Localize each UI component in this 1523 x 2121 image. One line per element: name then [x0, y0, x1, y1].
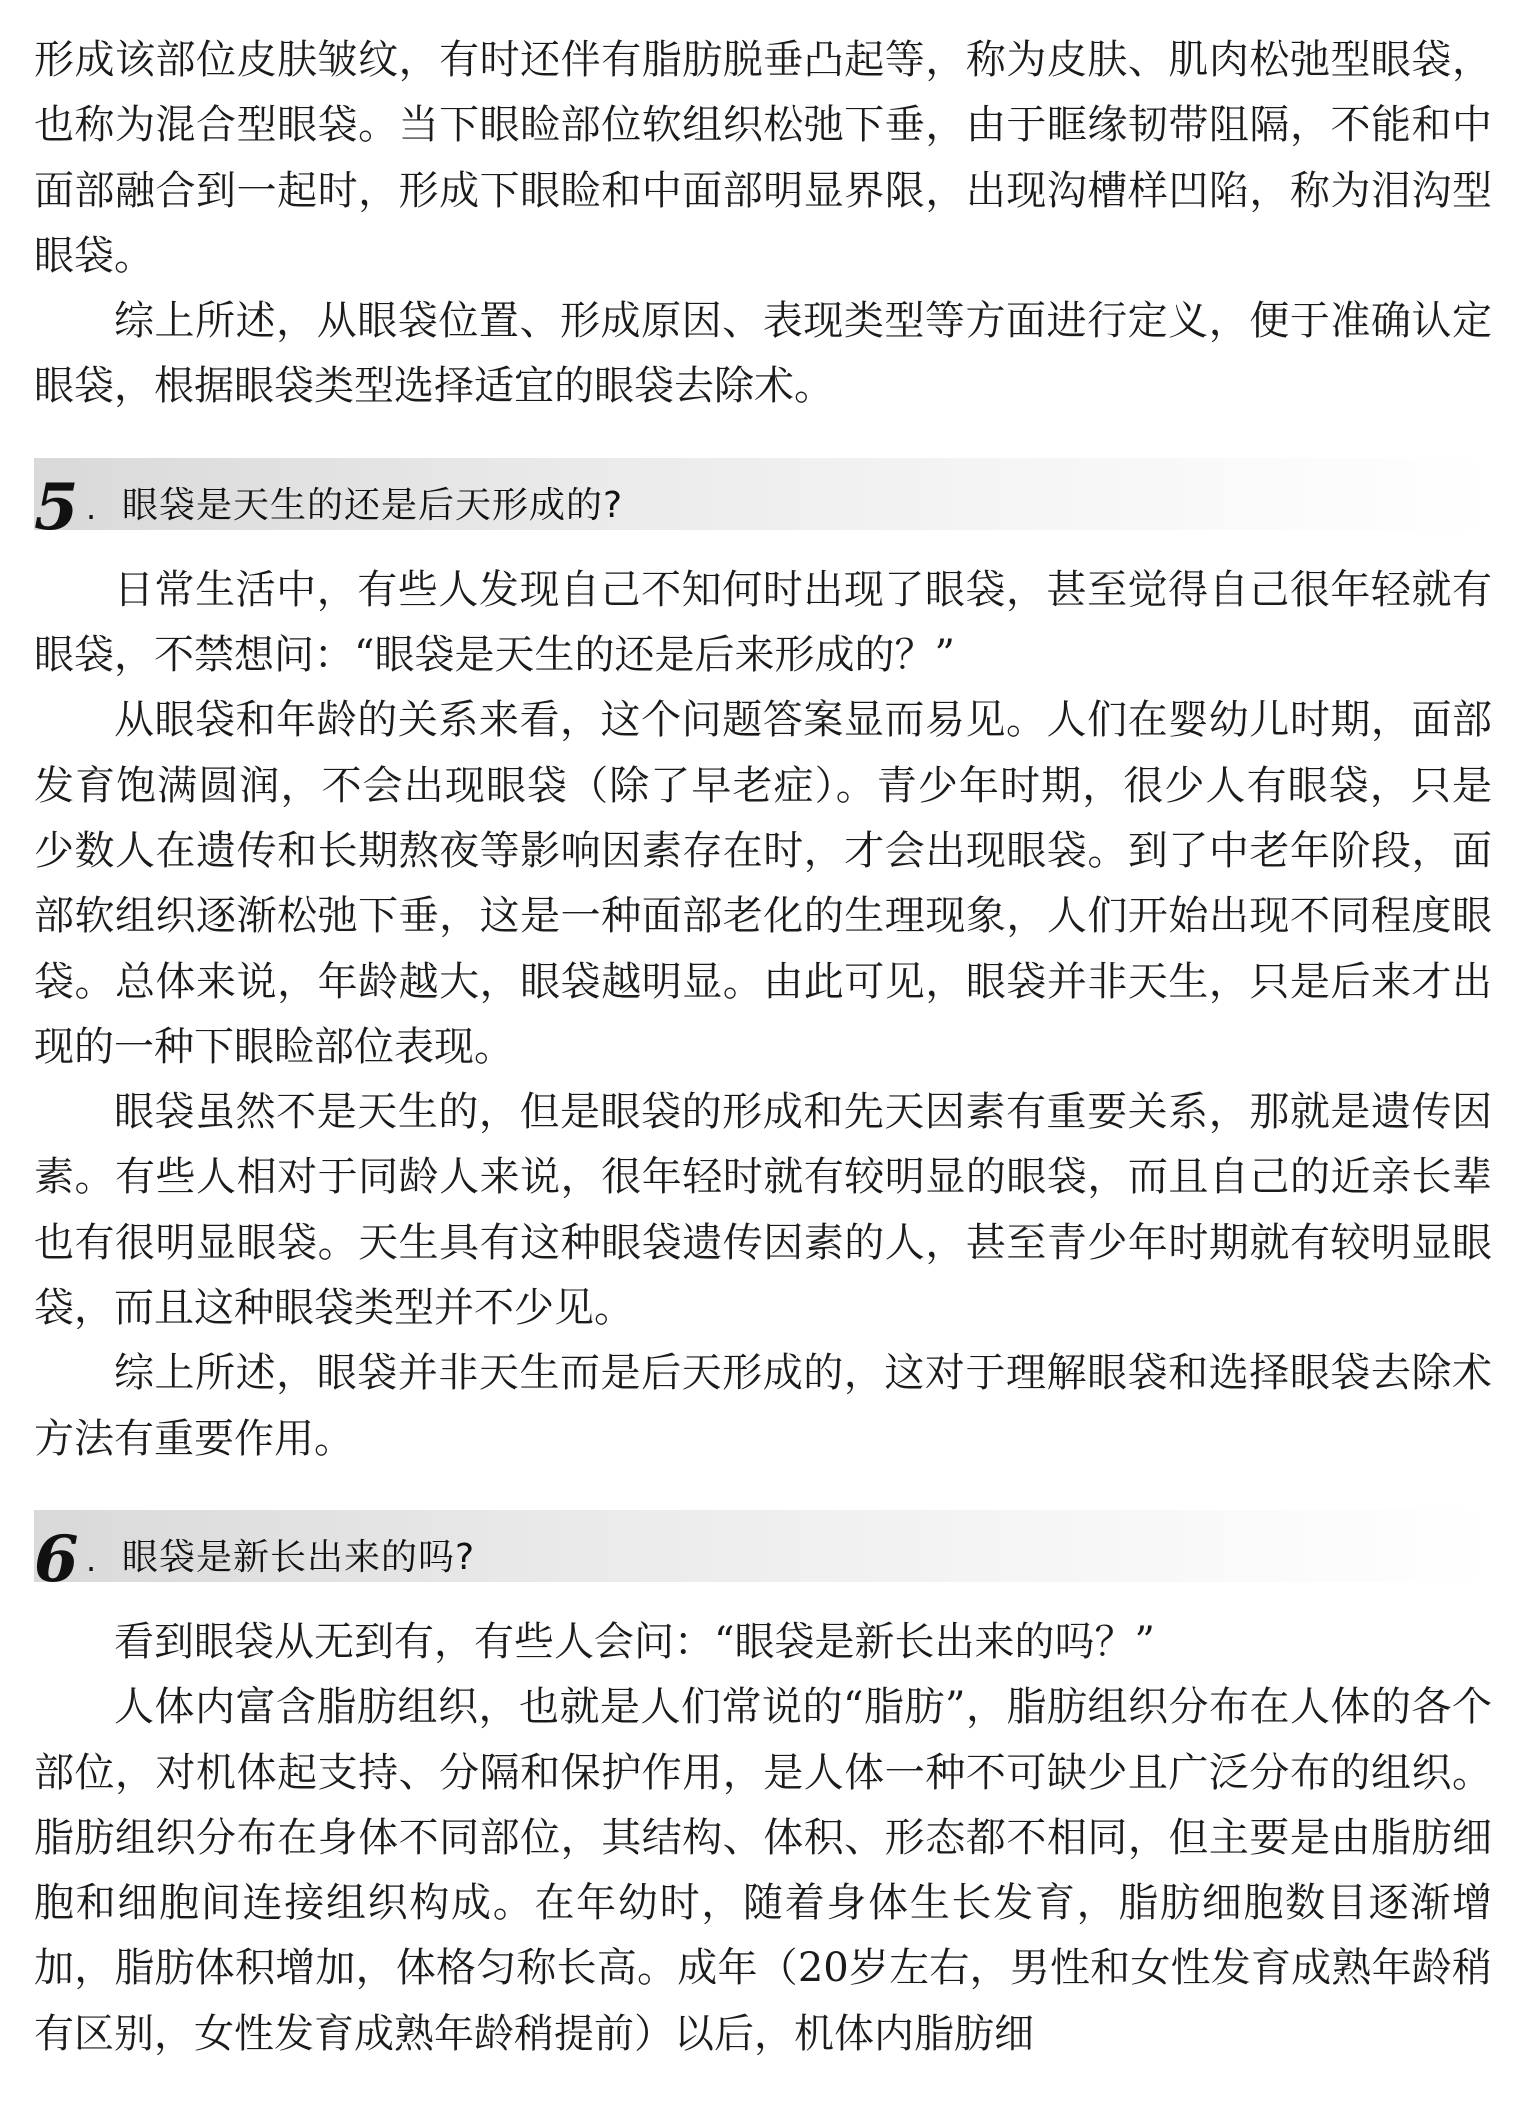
section-6-title: 眼袋是新长出来的吗? [122, 1536, 476, 1578]
section-5-title: 眼袋是天生的还是后天形成的? [122, 484, 624, 526]
page-content [34, 28, 1492, 2067]
paragraph-intro-1: 形成该部位皮肤皱纹，有时还伴有脂肪脱垂凸起等，称为皮肤、肌肉松弛型眼袋，也称为混合型眼袋。当下眼睑部位软组织松弛下垂，由于眶缘韧带阻隔，不能和中面部融合到一起时，形成下眼睑和中面部明显界限，出现沟槽样凹陷，称为泪沟型眼袋。 [34, 37, 1492, 279]
section-5-paragraph: 日常生活中，有些人发现自己不知何时出现了眼袋，甚至觉得自己很年轻就有眼袋，不禁想问：“眼袋是天生的还是后来形成的？” [34, 566, 1492, 679]
section-5-dot: . [86, 488, 97, 527]
section-5-number: 5 [34, 469, 79, 545]
section-6-number: 6 [34, 1521, 79, 1597]
paragraph-intro-2: 综上所述，从眼袋位置、形成原因、表现类型等方面进行定义，便于准确认定眼袋，根据眼袋类型选择适宜的眼袋去除术。 [34, 298, 1492, 410]
section-5-paragraph: 综上所述，眼袋并非天生而是后天形成的，这对于理解眼袋和选择眼袋去除术方法有重要作用。 [34, 1350, 1492, 1462]
section-5-paragraph: 眼袋虽然不是天生的，但是眼袋的形成和先天因素有重要关系，那就是遗传因素。有些人相对于同龄人来说，很年轻时就有较明显的眼袋，而且自己的近亲长辈也有很明显眼袋。天生具有这种眼袋遗传因素的人，甚至青少年时期就有较明显眼袋，而且这种眼袋类型并不少见。 [34, 1089, 1492, 1332]
section-6-paragraph: 看到眼袋从无到有，有些人会问：“眼袋是新长出来的吗？” [114, 1618, 1155, 1665]
section-6-paragraph: 人体内富含脂肪组织，也就是人们常说的“脂肪”，脂肪组织分布在人体的各个部位，对机体起支持、分隔和保护作用，是人体一种不可缺少且广泛分布的组织。脂肪组织分布在身体不同部位，其结构、体积、形态都不相同，但主要是由脂肪细胞和细胞间连接组织构成。在年幼时，随着身体生长发育，脂肪细胞数目逐渐增加，脂肪体积增加，体格匀称长高。成年（20岁左右，男性和女性发育成熟年龄稍有区别，女性发育成熟年龄稍提前）以后，机体内脂肪细 [34, 1684, 1492, 2057]
section-5-paragraph: 从眼袋和年龄的关系来看，这个问题答案显而易见。人们在婴幼儿时期，面部发育饱满圆润，不会出现眼袋（除了早老症）。青少年时期，很少人有眼袋，只是少数人在遗传和长期熬夜等影响因素存在时，才会出现眼袋。到了中老年阶段，面部软组织逐渐松弛下垂，这是一种面部老化的生理现象，人们开始出现不同程度眼袋。总体来说，年龄越大，眼袋越明显。由此可见，眼袋并非天生，只是后来才出现的一种下眼睑部位表现。 [34, 697, 1492, 1070]
section-6-heading [34, 1510, 1492, 1597]
section-5-heading [34, 458, 1492, 545]
section-6-dot: . [86, 1540, 97, 1579]
